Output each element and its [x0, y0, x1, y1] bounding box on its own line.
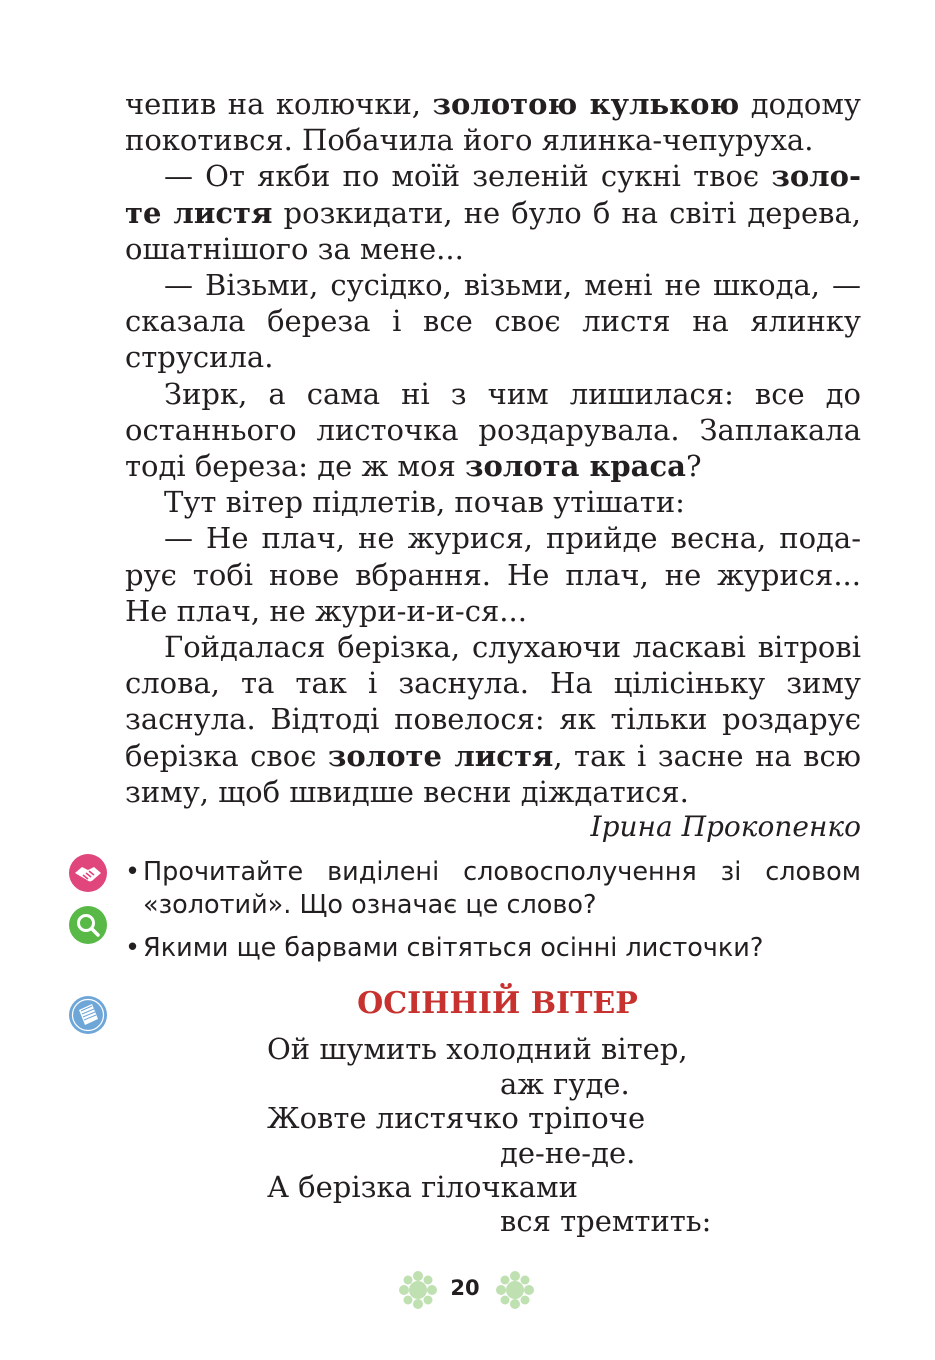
bullet: • [125, 857, 141, 887]
question-2 [125, 932, 861, 965]
text-run: додому покотився. Побачила його ялинка-чепуруха. [125, 87, 861, 158]
author-signature: Ірина Прокопенко [590, 810, 861, 843]
bullet: • [125, 933, 141, 963]
story-paragraph [125, 629, 861, 810]
poem-line: вся тремтить: [500, 1204, 712, 1238]
text-run: — Не плач, не журися, прийде весна, подарує тобі нове вбрання. Не плач, не журися... Не плач, не жури-и-и-ся... [125, 521, 861, 628]
leaf-ornament-left [398, 1270, 438, 1314]
page-number: 20 [450, 1276, 480, 1300]
story-paragraph [125, 158, 861, 267]
leaf-ornament-right [495, 1270, 535, 1314]
text-run: Гойдалася берізка, слухаючи ласкаві вітрові слова, та так і заснула. На цілісіньку зиму заснула. Відтоді повелося: як тільки роздарує берізка своє [125, 630, 861, 773]
highlighted-phrase: золота краса [464, 449, 686, 484]
highlighted-phrase: золоте листя [125, 159, 861, 230]
story-paragraph [125, 520, 861, 629]
story-paragraph [125, 267, 861, 376]
story-text [125, 86, 861, 810]
poem-line: Жовте листячко тріпоче [267, 1101, 646, 1135]
magnifier-icon [68, 905, 108, 945]
poem-line: Ой шумить холодний вітер, [267, 1032, 688, 1066]
highlighted-phrase: золотою кулькою [432, 87, 740, 121]
story-paragraph [125, 86, 861, 158]
text-run: Тут вітер підлетів, почав утішати: [164, 485, 685, 520]
text-run: Зирк, а сама ні з чим лишилася: все до останнього листочка роздарувала. Заплакала тоді береза: де ж моя [125, 376, 861, 484]
text-run: ? [685, 449, 702, 484]
story-paragraph [125, 484, 861, 520]
highlighted-phrase: золоте листя [327, 738, 554, 773]
text-run: розкидати, не було б на світі дерева, ошатнішого за мене... [125, 195, 861, 266]
text-run: , так і засне на всю зиму, щоб швидше весни діждатися. [125, 738, 861, 809]
question-text: Якими ще барвами світяться осінні листочки? [143, 933, 764, 963]
handshake-icon [68, 853, 108, 893]
question-text: Прочитайте виділені словосполучення зі словом «золотий». Що означає це слово? [143, 857, 861, 920]
poem-line: де-не-де. [500, 1136, 636, 1170]
text-run: чепив на колючки, [125, 87, 433, 121]
question-1 [125, 856, 861, 922]
text-run: — Візьми, сусідко, візьми, мені не шкода, — сказала береза і все своє листя на ялинку струсила. [125, 268, 861, 375]
story-paragraph [125, 376, 861, 485]
poem-line: А берізка гілочками [267, 1170, 578, 1204]
poem-title: ОСІННІЙ ВІТЕР [357, 986, 638, 1021]
text-run: — От якби по моїй зеленій сукні твоє [164, 159, 772, 194]
poem-line: аж гуде. [500, 1067, 630, 1101]
